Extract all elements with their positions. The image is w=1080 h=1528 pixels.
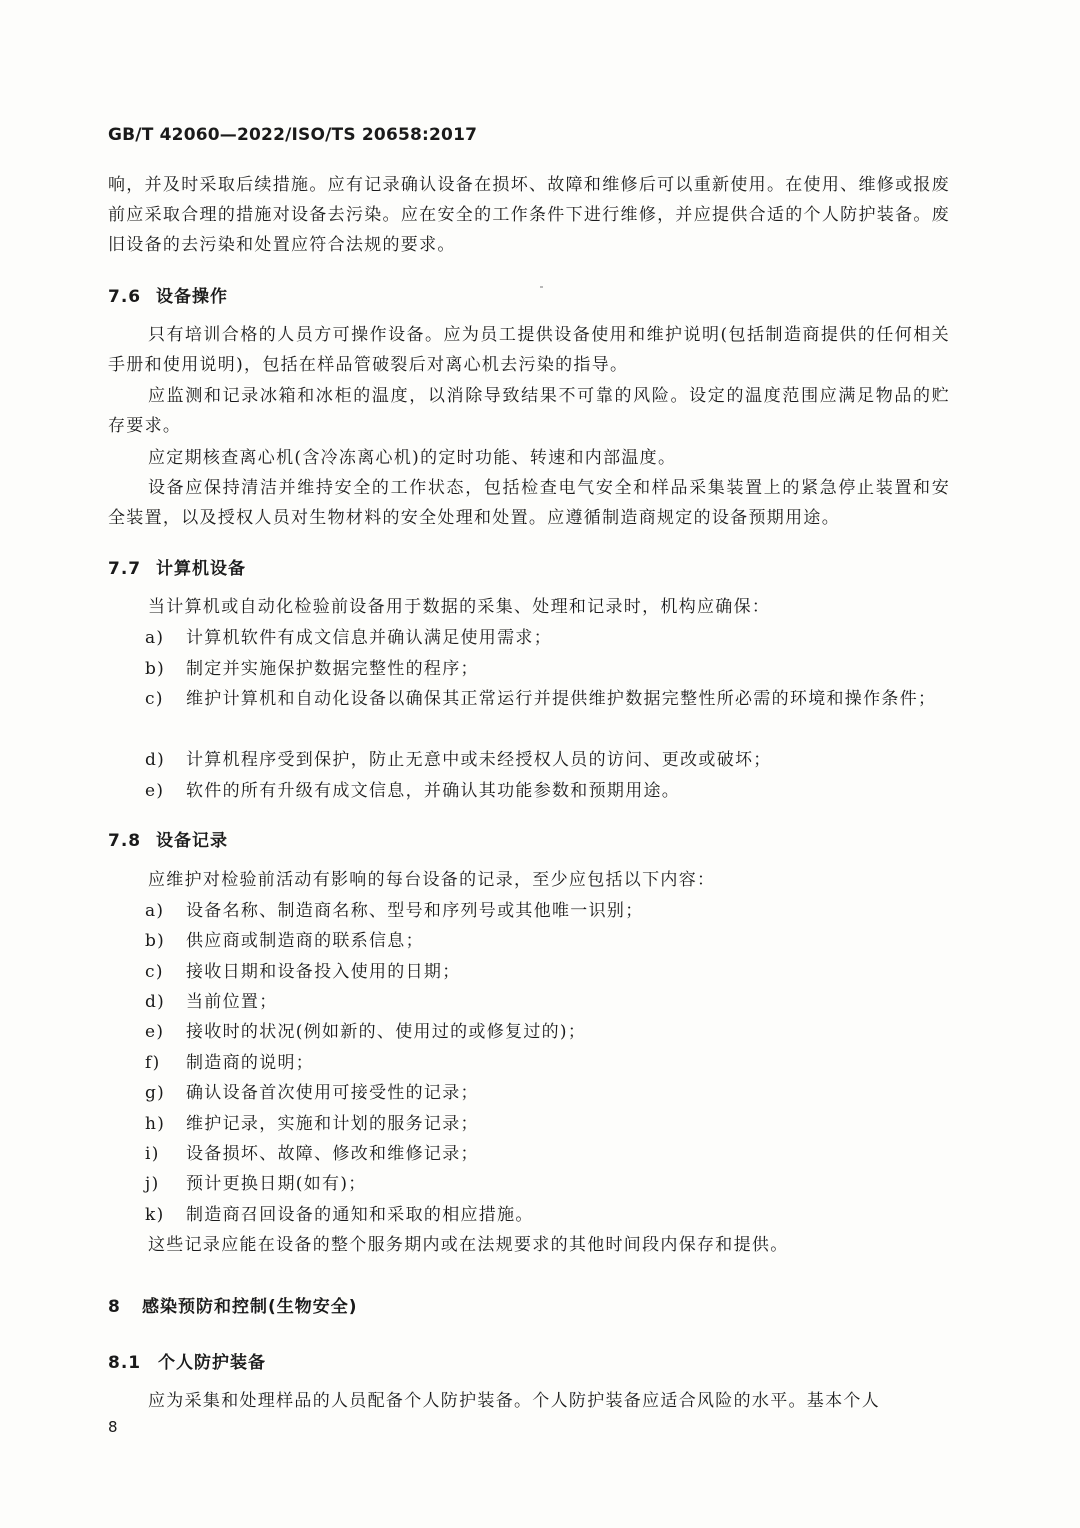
section-7-8-heading: [108, 826, 228, 851]
s78-outro: 这些记录应能在设备的整个服务期内或在法规要求的其他时间段内保存和提供。: [148, 1235, 789, 1255]
list-text: 制定并实施保护数据完整性的程序；: [186, 659, 479, 679]
list-label: d): [145, 992, 166, 1012]
list-item: [145, 623, 950, 653]
list-text: 供应商或制造商的联系信息；: [186, 931, 424, 951]
list-label: a): [145, 628, 165, 648]
s81-paragraph: 应为采集和处理样品的人员配备个人防护装备。个人防护装备应适合风险的水平。基本个人: [148, 1391, 880, 1411]
list-label: c): [145, 962, 164, 982]
list-text: 预计更换日期(如有)；: [186, 1174, 367, 1194]
s77-intro: 当计算机或自动化检验前设备用于数据的采集、处理和记录时，机构应确保：: [148, 597, 771, 617]
section-title: 设备记录: [156, 831, 228, 851]
section-number: 8.1: [108, 1353, 142, 1373]
section-number: 7.6: [108, 287, 142, 307]
section-7-6-heading: [108, 282, 228, 307]
list-label: i): [145, 1144, 160, 1164]
list-label: k): [145, 1205, 165, 1225]
list-text: 维护记录，实施和计划的服务记录；: [186, 1114, 479, 1134]
standard-header: GB/T 42060—2022/ISO/TS 20658:2017: [108, 125, 478, 145]
section-number: 7.8: [108, 831, 142, 851]
list-text: 制造商召回设备的通知和采取的相应措施。: [186, 1205, 534, 1225]
section-title: 个人防护装备: [158, 1353, 266, 1373]
list-label: b): [145, 659, 166, 679]
list-text: 软件的所有升级有成文信息，并确认其功能参数和预期用途。: [186, 781, 681, 801]
list-item: [145, 1048, 950, 1078]
list-text: 维护计算机和自动化设备以确保其正常运行并提供维护数据完整性所必需的环境和操作条件；: [186, 689, 937, 709]
list-label: e): [145, 781, 165, 801]
s78-intro: 应维护对检验前活动有影响的每台设备的记录，至少应包括以下内容：: [148, 870, 716, 890]
list-text: 当前位置；: [186, 992, 278, 1012]
section-8-heading: [108, 1292, 358, 1317]
list-label: h): [145, 1114, 166, 1134]
list-item: [145, 654, 950, 684]
s76-paragraph-3: 应定期核查离心机(含冷冻离心机)的定时功能、转速和内部温度。: [148, 448, 677, 468]
list-item: [145, 957, 950, 987]
list-label: j): [145, 1174, 160, 1194]
list-label: c): [145, 689, 164, 709]
list-item: [145, 1017, 950, 1047]
list-item: [145, 1200, 950, 1230]
list-item: [145, 1078, 950, 1108]
list-item: [145, 1169, 950, 1199]
list-item: [145, 684, 950, 714]
list-text: 确认设备首次使用可接受性的记录；: [186, 1083, 479, 1103]
list-label: g): [145, 1083, 166, 1103]
s76-paragraph-2: 应监测和记录冰箱和冰柜的温度，以消除导致结果不可靠的风险。设定的温度范围应满足物品的贮存要求。: [108, 386, 950, 436]
page-number: 8: [108, 1418, 118, 1436]
list-item: [145, 776, 950, 806]
list-text: 制造商的说明；: [186, 1053, 315, 1073]
list-text: 计算机软件有成文信息并确认满足使用需求；: [186, 628, 552, 648]
list-text: 设备损坏、故障、修改和维修记录；: [186, 1144, 479, 1164]
s76-paragraph-1: 只有培训合格的人员方可操作设备。应为员工提供设备使用和维护说明(包括制造商提供的任何相关手册和使用说明)，包括在样品管破裂后对离心机去污染的指导。: [108, 325, 950, 375]
list-label: b): [145, 931, 166, 951]
list-text: 接收日期和设备投入使用的日期；: [186, 962, 461, 982]
list-label: d): [145, 750, 166, 770]
list-item: [145, 987, 950, 1017]
section-8-1-heading: [108, 1348, 266, 1373]
section-title: 计算机设备: [156, 559, 246, 579]
section-title: 设备操作: [156, 287, 228, 307]
list-item: [145, 926, 950, 956]
list-label: e): [145, 1022, 165, 1042]
list-text: 设备名称、制造商名称、型号和序列号或其他唯一识别；: [186, 901, 644, 921]
s76-paragraph-4: 设备应保持清洁并维持安全的工作状态，包括检查电气安全和样品采集装置上的紧急停止装置和安全装置，以及授权人员对生物材料的安全处理和处置。应遵循制造商规定的设备预期用途。: [108, 478, 950, 528]
list-text: 接收时的状况(例如新的、使用过的或修复过的)；: [186, 1022, 587, 1042]
scan-speck: [540, 286, 543, 288]
list-label: f): [145, 1053, 161, 1073]
section-number: 7.7: [108, 559, 142, 579]
section-number: 8: [108, 1297, 121, 1317]
list-item: [145, 1139, 950, 1169]
list-label: a): [145, 901, 165, 921]
list-text: 计算机程序受到保护，防止无意中或未经授权人员的访问、更改或破坏；: [186, 750, 772, 770]
section-title: 感染预防和控制(生物安全): [142, 1297, 358, 1317]
list-item: [145, 896, 950, 926]
intro-paragraph: 响，并及时采取后续措施。应有记录确认设备在损坏、故障和维修后可以重新使用。在使用、维修或报废前应采取合理的措施对设备去污染。应在安全的工作条件下进行维修，并应提供合适的个人防护装备。废旧设备的去污染和处置应符合法规的要求。: [108, 175, 950, 255]
list-item: [145, 1109, 950, 1139]
list-item: [145, 745, 950, 775]
section-7-7-heading: [108, 554, 246, 579]
